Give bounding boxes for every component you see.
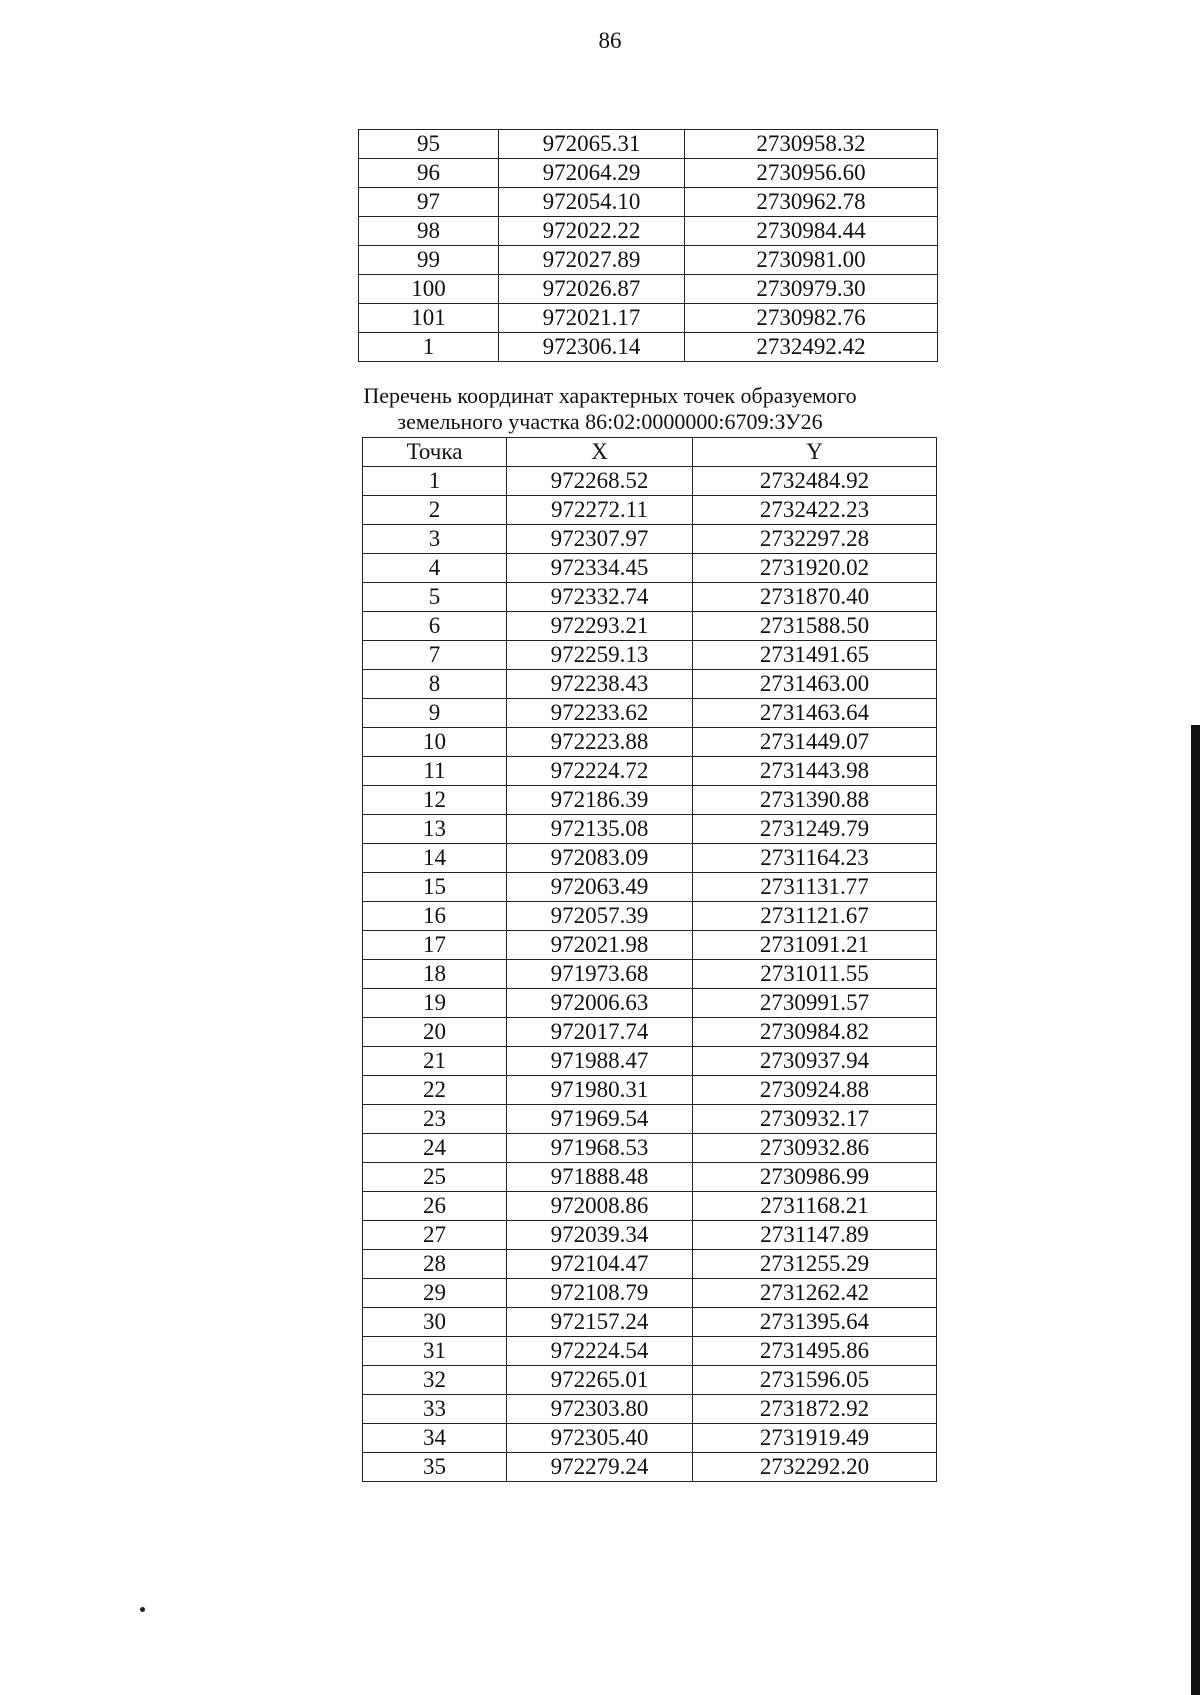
cell-x: 972057.39 — [507, 902, 693, 931]
cell-x: 972279.24 — [507, 1453, 693, 1482]
table-row — [363, 1424, 937, 1453]
cell-y: 2730984.82 — [693, 1018, 937, 1047]
cell-y: 2731491.65 — [693, 641, 937, 670]
cell-x: 972108.79 — [507, 1279, 693, 1308]
cell-point: 33 — [363, 1395, 507, 1424]
cell-x: 972006.63 — [507, 989, 693, 1018]
table-row — [363, 1134, 937, 1163]
cell-point: 1 — [359, 333, 499, 362]
cell-y: 2730979.30 — [685, 275, 938, 304]
cell-point: 7 — [363, 641, 507, 670]
cell-y: 2731463.00 — [693, 670, 937, 699]
cell-y: 2731255.29 — [693, 1250, 937, 1279]
cell-x: 972224.72 — [507, 757, 693, 786]
table-row — [363, 1308, 937, 1337]
cell-y: 2731091.21 — [693, 931, 937, 960]
cell-y: 2731390.88 — [693, 786, 937, 815]
cell-x: 972054.10 — [499, 188, 685, 217]
table-row — [363, 844, 937, 873]
cell-y: 2732484.92 — [693, 467, 937, 496]
cell-x: 971968.53 — [507, 1134, 693, 1163]
cell-y: 2732492.42 — [685, 333, 938, 362]
cell-point: 31 — [363, 1337, 507, 1366]
cell-y: 2730991.57 — [693, 989, 937, 1018]
cell-y: 2730982.76 — [685, 304, 938, 333]
cell-y: 2731449.07 — [693, 728, 937, 757]
cell-y: 2731395.64 — [693, 1308, 937, 1337]
table-row — [363, 1279, 937, 1308]
cell-point: 3 — [363, 525, 507, 554]
header-y: Y — [693, 438, 937, 467]
cell-x: 972104.47 — [507, 1250, 693, 1279]
table-row — [363, 525, 937, 554]
cell-x: 972265.01 — [507, 1366, 693, 1395]
cell-y: 2731443.98 — [693, 757, 937, 786]
cell-point: 26 — [363, 1192, 507, 1221]
table-row — [359, 304, 938, 333]
table-row — [363, 1047, 937, 1076]
cell-y: 2730962.78 — [685, 188, 938, 217]
cell-y: 2730932.17 — [693, 1105, 937, 1134]
cell-point: 2 — [363, 496, 507, 525]
cell-point: 99 — [359, 246, 499, 275]
table-row — [363, 1163, 937, 1192]
cell-x: 972039.34 — [507, 1221, 693, 1250]
cell-y: 2731131.77 — [693, 873, 937, 902]
cell-x: 972021.17 — [499, 304, 685, 333]
cell-point: 19 — [363, 989, 507, 1018]
cell-point: 9 — [363, 699, 507, 728]
cell-x: 971980.31 — [507, 1076, 693, 1105]
cell-x: 972022.22 — [499, 217, 685, 246]
cell-x: 972083.09 — [507, 844, 693, 873]
coordinates-table-zu26 — [362, 437, 937, 1482]
cell-y: 2731588.50 — [693, 612, 937, 641]
table-row — [363, 1076, 937, 1105]
cell-point: 21 — [363, 1047, 507, 1076]
cell-point: 14 — [363, 844, 507, 873]
cell-point: 20 — [363, 1018, 507, 1047]
cell-y: 2731596.05 — [693, 1366, 937, 1395]
cell-x: 972027.89 — [499, 246, 685, 275]
table-row — [363, 670, 937, 699]
table-row — [363, 583, 937, 612]
cell-x: 972303.80 — [507, 1395, 693, 1424]
cell-y: 2730924.88 — [693, 1076, 937, 1105]
cell-y: 2731920.02 — [693, 554, 937, 583]
table-row — [359, 130, 938, 159]
table-row — [363, 815, 937, 844]
cell-point: 24 — [363, 1134, 507, 1163]
cell-y: 2730937.94 — [693, 1047, 937, 1076]
cell-y: 2732297.28 — [693, 525, 937, 554]
cell-y: 2730986.99 — [693, 1163, 937, 1192]
cell-x: 972268.52 — [507, 467, 693, 496]
cell-x: 971973.68 — [507, 960, 693, 989]
cell-point: 11 — [363, 757, 507, 786]
cell-x: 972259.13 — [507, 641, 693, 670]
cell-point: 5 — [363, 583, 507, 612]
table-row — [363, 1366, 937, 1395]
table-row — [359, 333, 938, 362]
cell-x: 972063.49 — [507, 873, 693, 902]
cell-point: 4 — [363, 554, 507, 583]
cell-x: 972306.14 — [499, 333, 685, 362]
table-row — [363, 1395, 937, 1424]
table-row — [359, 188, 938, 217]
table-row — [363, 873, 937, 902]
cell-y: 2731463.64 — [693, 699, 937, 728]
cell-x: 972157.24 — [507, 1308, 693, 1337]
cell-x: 971888.48 — [507, 1163, 693, 1192]
cell-x: 972307.97 — [507, 525, 693, 554]
cell-y: 2731121.67 — [693, 902, 937, 931]
cell-point: 18 — [363, 960, 507, 989]
cell-y: 2731262.42 — [693, 1279, 937, 1308]
cell-point: 27 — [363, 1221, 507, 1250]
cell-x: 972186.39 — [507, 786, 693, 815]
cell-x: 972021.98 — [507, 931, 693, 960]
table-row — [363, 1453, 937, 1482]
scan-speck — [140, 1607, 145, 1612]
cell-y: 2732422.23 — [693, 496, 937, 525]
table-row — [363, 554, 937, 583]
cell-point: 100 — [359, 275, 499, 304]
cell-x: 971969.54 — [507, 1105, 693, 1134]
cell-point: 34 — [363, 1424, 507, 1453]
table-row — [363, 902, 937, 931]
table-row — [363, 1250, 937, 1279]
scan-margin-bar — [1191, 725, 1200, 1695]
cell-y: 2730981.00 — [685, 246, 938, 275]
cell-point: 32 — [363, 1366, 507, 1395]
table-caption-line-2: земельного участка 86:02:0000000:6709:ЗУ26 — [397, 409, 823, 434]
cell-point: 23 — [363, 1105, 507, 1134]
cell-x: 972135.08 — [507, 815, 693, 844]
cell-y: 2730958.32 — [685, 130, 938, 159]
table-row — [359, 246, 938, 275]
cell-point: 8 — [363, 670, 507, 699]
cell-point: 28 — [363, 1250, 507, 1279]
cell-x: 972224.54 — [507, 1337, 693, 1366]
cell-point: 96 — [359, 159, 499, 188]
cell-y: 2731249.79 — [693, 815, 937, 844]
table-row — [363, 960, 937, 989]
table-row — [363, 641, 937, 670]
cell-x: 972334.45 — [507, 554, 693, 583]
cell-x: 972065.31 — [499, 130, 685, 159]
cell-y: 2731870.40 — [693, 583, 937, 612]
cell-y: 2730956.60 — [685, 159, 938, 188]
cell-x: 972305.40 — [507, 1424, 693, 1453]
cell-point: 30 — [363, 1308, 507, 1337]
cell-x: 972293.21 — [507, 612, 693, 641]
table-row — [363, 1105, 937, 1134]
cell-x: 972238.43 — [507, 670, 693, 699]
table-row — [363, 1337, 937, 1366]
cell-point: 97 — [359, 188, 499, 217]
cell-y: 2730932.86 — [693, 1134, 937, 1163]
cell-point: 6 — [363, 612, 507, 641]
cell-y: 2731168.21 — [693, 1192, 937, 1221]
table-caption-line-1: Перечень координат характерных точек образуемого — [363, 383, 857, 408]
table-row — [359, 275, 938, 304]
cell-point: 13 — [363, 815, 507, 844]
cell-point: 12 — [363, 786, 507, 815]
cell-point: 1 — [363, 467, 507, 496]
cell-point: 25 — [363, 1163, 507, 1192]
cell-x: 972233.62 — [507, 699, 693, 728]
table-row — [363, 728, 937, 757]
cell-point: 16 — [363, 902, 507, 931]
table-row — [363, 1192, 937, 1221]
cell-y: 2731919.49 — [693, 1424, 937, 1453]
table-row — [363, 931, 937, 960]
table-row — [363, 1221, 937, 1250]
cell-y: 2731872.92 — [693, 1395, 937, 1424]
table-row — [363, 786, 937, 815]
cell-y: 2732292.20 — [693, 1453, 937, 1482]
cell-y: 2731147.89 — [693, 1221, 937, 1250]
cell-point: 17 — [363, 931, 507, 960]
table-row — [363, 612, 937, 641]
cell-y: 2730984.44 — [685, 217, 938, 246]
cell-y: 2731495.86 — [693, 1337, 937, 1366]
cell-x: 972064.29 — [499, 159, 685, 188]
cell-x: 972026.87 — [499, 275, 685, 304]
cell-x: 972017.74 — [507, 1018, 693, 1047]
cell-x: 972008.86 — [507, 1192, 693, 1221]
table-row — [363, 699, 937, 728]
table-row — [359, 159, 938, 188]
table-row — [363, 496, 937, 525]
cell-point: 95 — [359, 130, 499, 159]
header-x: X — [507, 438, 693, 467]
cell-y: 2731011.55 — [693, 960, 937, 989]
table-row — [359, 217, 938, 246]
table-row — [363, 757, 937, 786]
page-number: 86 — [598, 28, 622, 53]
cell-point: 101 — [359, 304, 499, 333]
table-row — [363, 467, 937, 496]
cell-x: 972272.11 — [507, 496, 693, 525]
cell-point: 15 — [363, 873, 507, 902]
cell-point: 10 — [363, 728, 507, 757]
cell-x: 972223.88 — [507, 728, 693, 757]
cell-point: 22 — [363, 1076, 507, 1105]
cell-point: 35 — [363, 1453, 507, 1482]
cell-point: 29 — [363, 1279, 507, 1308]
cell-y: 2731164.23 — [693, 844, 937, 873]
cell-point: 98 — [359, 217, 499, 246]
table-row — [363, 989, 937, 1018]
cell-x: 971988.47 — [507, 1047, 693, 1076]
cell-x: 972332.74 — [507, 583, 693, 612]
table-row — [363, 1018, 937, 1047]
table-header-row — [363, 438, 937, 467]
header-point: Точка — [363, 438, 507, 467]
coordinates-table-continued — [358, 129, 938, 362]
